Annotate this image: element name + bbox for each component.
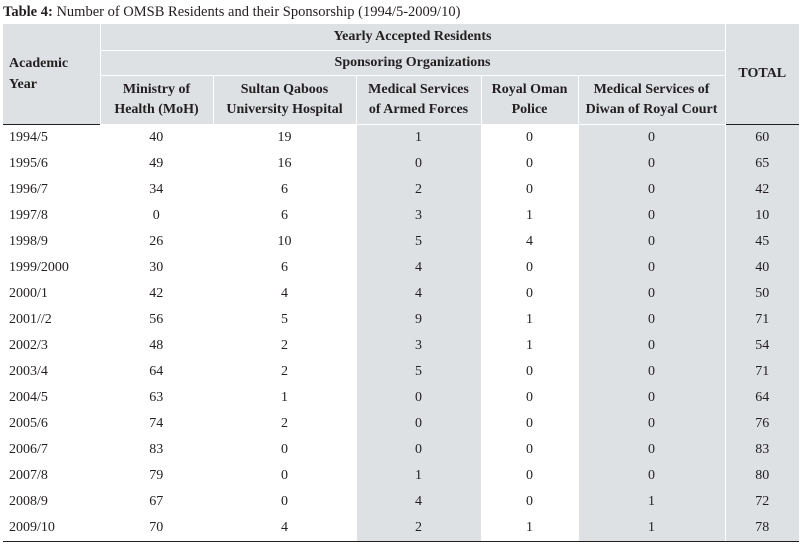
total-cell: 50 xyxy=(725,281,799,307)
table-row xyxy=(3,203,799,229)
table-caption xyxy=(0,0,803,24)
squh-cell: 4 xyxy=(213,281,356,307)
academic-year-cell: 1999/2000 xyxy=(9,260,69,275)
academic-year-cell: 2004/5 xyxy=(9,390,48,405)
armed-forces-cell: 4 xyxy=(356,281,481,307)
armed-forces-cell: 4 xyxy=(356,489,481,515)
org-header-line2: Diwan of Royal Court xyxy=(585,102,718,117)
academic-year-cell: 2003/4 xyxy=(9,364,48,379)
org-header-squh xyxy=(213,76,356,125)
org-header-line1: Medical Services xyxy=(368,82,469,97)
police-cell: 1 xyxy=(481,203,578,229)
total-cell: 54 xyxy=(725,333,799,359)
moh-cell: 79 xyxy=(149,468,164,483)
total-cell: 10 xyxy=(725,203,799,229)
table-header xyxy=(3,24,799,125)
squh-cell: 4 xyxy=(213,515,356,542)
diwan-cell: 0 xyxy=(578,411,725,437)
total-cell: 71 xyxy=(725,307,799,333)
squh-cell: 1 xyxy=(213,385,356,411)
police-cell: 4 xyxy=(481,229,578,255)
diwan-cell: 0 xyxy=(578,177,725,203)
moh-cell: 64 xyxy=(149,364,164,379)
armed-forces-cell: 9 xyxy=(356,307,481,333)
squh-cell: 19 xyxy=(213,125,356,152)
police-cell: 0 xyxy=(481,463,578,489)
academic-year-cell: 1998/9 xyxy=(9,234,48,249)
diwan-cell: 0 xyxy=(578,359,725,385)
moh-cell: 67 xyxy=(149,494,164,509)
moh-cell: 0 xyxy=(152,208,160,223)
org-header-line2: of Armed Forces xyxy=(368,102,469,117)
moh-cell: 63 xyxy=(149,390,164,405)
moh-cell: 74 xyxy=(149,416,164,431)
moh-cell: 83 xyxy=(149,442,164,457)
academic-year-cell: 1994/5 xyxy=(3,125,100,152)
academic-year-cell: 1997/8 xyxy=(9,208,48,223)
academic-year-header-line1: Academic xyxy=(9,56,69,71)
moh-cell: 34 xyxy=(149,182,164,197)
diwan-cell: 0 xyxy=(578,203,725,229)
squh-cell: 2 xyxy=(213,359,356,385)
police-cell: 1 xyxy=(481,307,578,333)
table-row xyxy=(3,177,799,203)
armed-forces-cell: 0 xyxy=(356,385,481,411)
diwan-cell: 0 xyxy=(578,437,725,463)
org-header-line1: Sultan Qaboos xyxy=(240,82,329,97)
diwan-cell: 0 xyxy=(578,385,725,411)
academic-year-cell: 2005/6 xyxy=(9,416,48,431)
table-row xyxy=(3,229,799,255)
moh-cell: 49 xyxy=(149,156,164,171)
diwan-cell: 0 xyxy=(578,307,725,333)
table-caption-label: Table 4: xyxy=(3,4,53,20)
org-header-moh xyxy=(100,76,213,125)
academic-year-cell: 2009/10 xyxy=(3,515,100,542)
table-row xyxy=(3,489,799,515)
squh-cell: 2 xyxy=(213,411,356,437)
total-cell: 76 xyxy=(725,411,799,437)
armed-forces-cell: 5 xyxy=(356,359,481,385)
armed-forces-cell: 2 xyxy=(356,515,481,542)
squh-cell: 6 xyxy=(213,203,356,229)
table-row xyxy=(3,359,799,385)
armed-forces-cell: 1 xyxy=(356,125,481,152)
total-cell: 45 xyxy=(725,229,799,255)
diwan-cell: 1 xyxy=(578,489,725,515)
total-cell: 83 xyxy=(725,437,799,463)
squh-cell: 2 xyxy=(213,333,356,359)
org-header-line1: Ministry of xyxy=(122,82,191,97)
org-header-line2: Police xyxy=(511,102,548,117)
total-cell: 78 xyxy=(725,515,799,542)
police-cell: 0 xyxy=(481,255,578,281)
table-row xyxy=(3,151,799,177)
org-header-armed-forces xyxy=(356,76,481,125)
table-row xyxy=(3,437,799,463)
moh-cell: 42 xyxy=(149,286,164,301)
academic-year-cell: 1996/7 xyxy=(9,182,48,197)
moh-cell: 26 xyxy=(149,234,164,249)
table-row xyxy=(3,385,799,411)
org-header-line1: Royal Oman xyxy=(491,82,568,97)
armed-forces-cell: 3 xyxy=(356,203,481,229)
total-cell: 42 xyxy=(725,177,799,203)
armed-forces-cell: 0 xyxy=(356,151,481,177)
police-cell: 0 xyxy=(481,489,578,515)
moh-cell: 56 xyxy=(149,312,164,327)
armed-forces-cell: 0 xyxy=(356,411,481,437)
police-cell: 0 xyxy=(481,385,578,411)
squh-cell: 0 xyxy=(213,463,356,489)
police-cell: 0 xyxy=(481,177,578,203)
table-row xyxy=(3,463,799,489)
diwan-cell: 0 xyxy=(578,281,725,307)
table-row xyxy=(3,515,799,542)
total-header: TOTAL xyxy=(725,24,799,125)
moh-cell: 40 xyxy=(100,125,213,152)
squh-cell: 16 xyxy=(213,151,356,177)
total-cell: 72 xyxy=(725,489,799,515)
armed-forces-cell: 0 xyxy=(356,437,481,463)
table-row xyxy=(3,125,799,152)
diwan-cell: 0 xyxy=(578,463,725,489)
total-cell: 40 xyxy=(725,255,799,281)
academic-year-cell: 2006/7 xyxy=(9,442,48,457)
police-cell: 0 xyxy=(481,411,578,437)
diwan-cell: 1 xyxy=(578,515,725,542)
moh-cell: 30 xyxy=(149,260,164,275)
moh-cell: 70 xyxy=(100,515,213,542)
table-caption-text: Number of OMSB Residents and their Sponsorship (1994/5-2009/10) xyxy=(52,4,461,20)
police-cell: 0 xyxy=(481,125,578,152)
squh-cell: 5 xyxy=(213,307,356,333)
diwan-cell: 0 xyxy=(578,125,725,152)
armed-forces-cell: 3 xyxy=(356,333,481,359)
total-cell: 80 xyxy=(725,463,799,489)
table-row xyxy=(3,281,799,307)
table-row xyxy=(3,411,799,437)
squh-cell: 6 xyxy=(213,255,356,281)
diwan-cell: 0 xyxy=(578,229,725,255)
academic-year-header xyxy=(3,24,100,125)
academic-year-cell: 2008/9 xyxy=(9,494,48,509)
squh-cell: 10 xyxy=(213,229,356,255)
diwan-cell: 0 xyxy=(578,255,725,281)
moh-cell: 48 xyxy=(149,338,164,353)
academic-year-cell: 1995/6 xyxy=(9,156,48,171)
armed-forces-cell: 4 xyxy=(356,255,481,281)
org-header-diwan xyxy=(578,76,725,125)
police-cell: 0 xyxy=(481,359,578,385)
total-cell: 60 xyxy=(725,125,799,152)
armed-forces-cell: 1 xyxy=(356,463,481,489)
total-cell: 65 xyxy=(725,151,799,177)
academic-year-cell: 2000/1 xyxy=(9,286,48,301)
table-row xyxy=(3,307,799,333)
table-body xyxy=(3,125,799,542)
police-cell: 0 xyxy=(481,151,578,177)
police-cell: 0 xyxy=(481,281,578,307)
squh-cell: 6 xyxy=(213,177,356,203)
academic-year-cell: 2001//2 xyxy=(9,312,52,327)
yearly-accepted-header: Yearly Accepted Residents xyxy=(100,24,725,51)
squh-cell: 0 xyxy=(213,437,356,463)
diwan-cell: 0 xyxy=(578,151,725,177)
police-cell: 0 xyxy=(481,437,578,463)
table-row xyxy=(3,333,799,359)
org-header-royal-oman-police xyxy=(481,76,578,125)
academic-year-cell: 2007/8 xyxy=(9,468,48,483)
armed-forces-cell: 5 xyxy=(356,229,481,255)
org-header-line2: Health (MoH) xyxy=(114,102,199,117)
police-cell: 1 xyxy=(481,333,578,359)
academic-year-header-line2: Year xyxy=(9,77,37,92)
residents-table xyxy=(3,24,799,542)
org-header-line1: Medical Services of xyxy=(593,82,710,97)
academic-year-cell: 2002/3 xyxy=(9,338,48,353)
table-row xyxy=(3,255,799,281)
org-header-line2: University Hospital xyxy=(226,102,343,117)
diwan-cell: 0 xyxy=(578,333,725,359)
armed-forces-cell: 2 xyxy=(356,177,481,203)
police-cell: 1 xyxy=(481,515,578,542)
total-cell: 71 xyxy=(725,359,799,385)
sponsoring-organizations-header: Sponsoring Organizations xyxy=(100,51,725,76)
total-cell: 64 xyxy=(725,385,799,411)
squh-cell: 0 xyxy=(213,489,356,515)
